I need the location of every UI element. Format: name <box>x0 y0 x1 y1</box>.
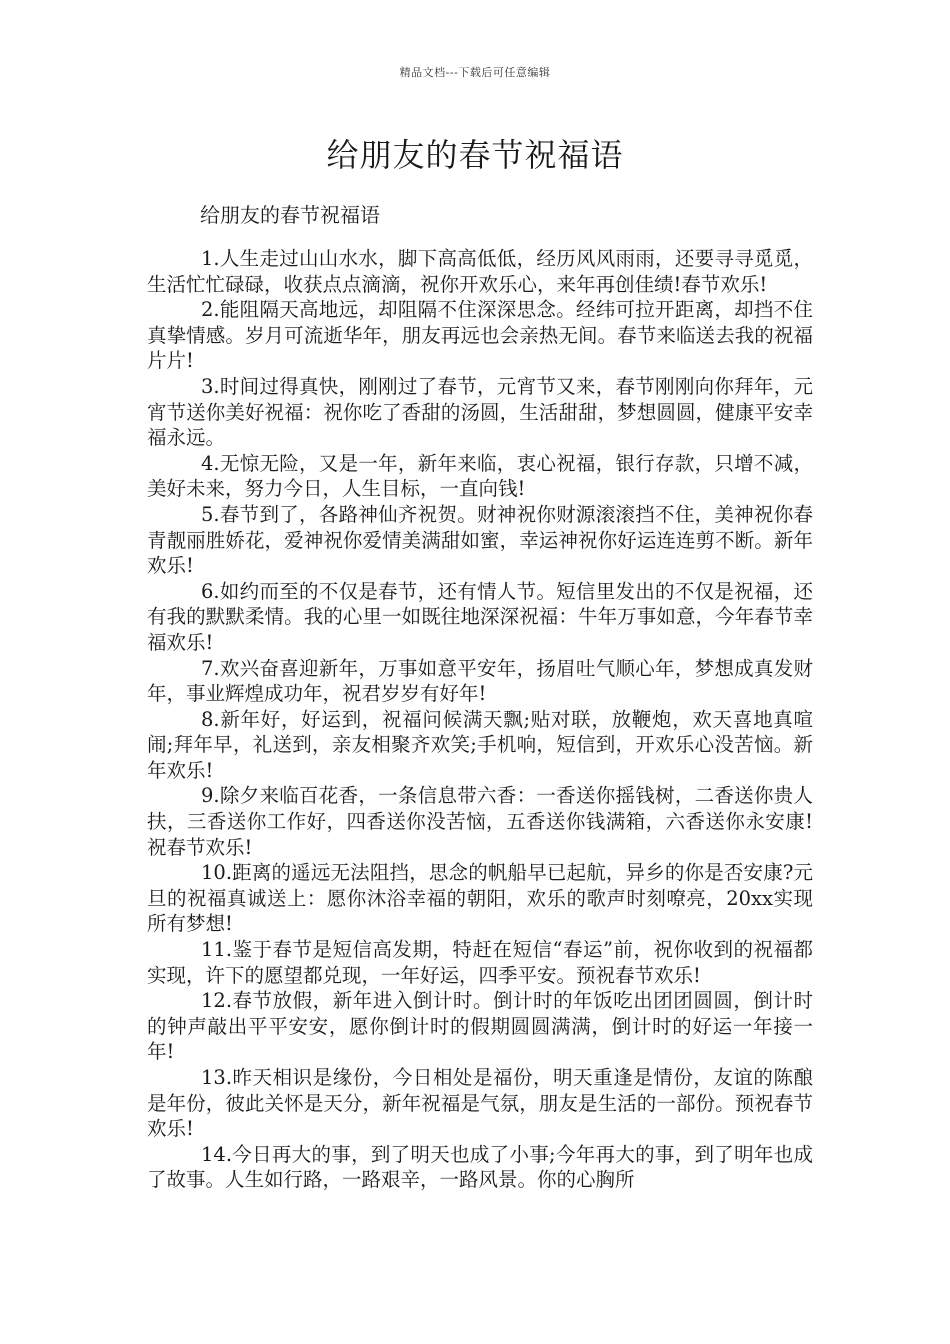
paragraph-1: 1.人生走过山山水水，脚下高高低低，经历风风雨雨，还要寻寻觅觅，生活忙忙碌碌，收获点点滴滴，祝你开欢乐心，来年再创佳绩!春节欢乐! <box>147 247 813 296</box>
paragraph-4: 4.无惊无险，又是一年，新年来临，衷心祝福，银行存款，只增不减，美好未来，努力今日，人生目标，一直向钱! <box>147 451 813 501</box>
paragraph-8: 8.新年好，好运到，祝福问候满天飘;贴对联，放鞭炮，欢天喜地真喧闹;拜年早，礼送到，亲友相聚齐欢笑;手机响，短信到，开欢乐心没苦恼。新年欢乐! <box>147 707 813 782</box>
paragraph-13: 13.昨天相识是缘份，今日相处是福份，明天重逢是情份，友谊的陈酿是年份，彼此关怀是天分，新年祝福是气氛，朋友是生活的一部份。预祝春节欢乐! <box>147 1066 813 1141</box>
paragraph-2: 2.能阻隔天高地远，却阻隔不住深深思念。经纬可拉开距离，却挡不住真挚情感。岁月可流逝华年，朋友再远也会亲热无间。春节来临送去我的祝福片片! <box>147 298 813 373</box>
paragraph-5: 5.春节到了，各路神仙齐祝贺。财神祝你财源滚滚挡不住，美神祝你春青靓丽胜娇花，爱神祝你爱情美满甜如蜜，幸运神祝你好运连连剪不断。新年欢乐! <box>147 502 813 578</box>
page-header-note: 精品文档---下载后可任意编辑 <box>399 66 551 79</box>
document-title: 给朋友的春节祝福语 <box>326 136 624 174</box>
paragraph-6: 6.如约而至的不仅是春节，还有情人节。短信里发出的不仅是祝福，还有我的默默柔情。我的心里一如既往地深深祝福：牛年万事如意，今年春节幸福欢乐! <box>147 579 813 654</box>
paragraph-14: 14.今日再大的事，到了明天也成了小事;今年再大的事，到了明年也成了故事。人生如行路，一路艰辛，一路风景。你的心胸所 <box>147 1142 813 1192</box>
document-subtitle: 给朋友的春节祝福语 <box>200 203 380 227</box>
paragraph-10: 10.距离的遥远无法阻挡，思念的帆船早已起航，异乡的你是否安康?元旦的祝福真诚送上：愿你沐浴幸福的朝阳，欢乐的歌声时刻嘹亮，20xx实现所有梦想! <box>147 861 813 936</box>
paragraph-7: 7.欢兴奋喜迎新年，万事如意平安年，扬眉吐气顺心年，梦想成真发财年，事业辉煌成功年，祝君岁岁有好年! <box>147 656 813 706</box>
paragraph-12: 12.春节放假，新年进入倒计时。倒计时的年饭吃出团团圆圆，倒计时的钟声敲出平平安安，愿你倒计时的假期圆圆满满，倒计时的好运一年接一年! <box>147 989 813 1064</box>
paragraph-9: 9.除夕来临百花香，一条信息带六香：一香送你摇钱树，二香送你贵人扶，三香送你工作好，四香送你没苦恼，五香送你钱满箱，六香送你永安康!祝春节欢乐! <box>147 784 813 859</box>
document-body <box>147 246 813 1193</box>
paragraph-3: 3.时间过得真快，刚刚过了春节，元宵节又来，春节刚刚向你拜年，元宵节送你美好祝福：祝你吃了香甜的汤圆，生活甜甜，梦想圆圆，健康平安幸福永远。 <box>147 374 813 450</box>
paragraph-11: 11.鉴于春节是短信高发期，特赶在短信“春运”前，祝你收到的祝福都实现，许下的愿望都兑现，一年好运，四季平安。预祝春节欢乐! <box>147 938 813 987</box>
